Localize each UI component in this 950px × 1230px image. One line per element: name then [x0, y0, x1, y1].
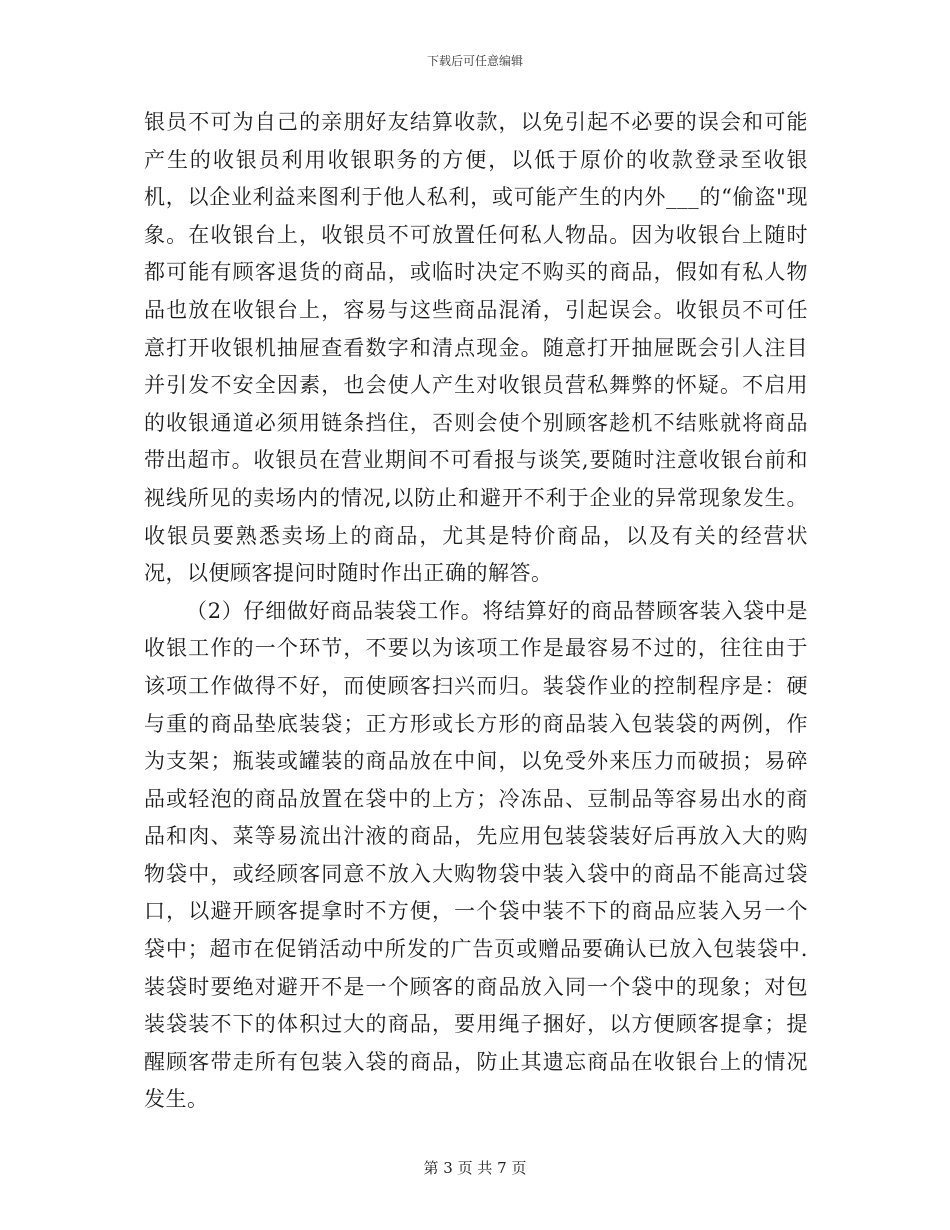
page-number: 第 3 页 共 7 页: [423, 1159, 527, 1177]
page-header: 下载后可任意编辑: [426, 54, 523, 68]
paragraph-bagging-procedure: （2）仔细做好商品装袋工作。将结算好的商品替顾客装入袋中是收银工作的一个环节，不要以为该项工作是最容易不过的，往往由于该项工作做得不好，而使顾客扫兴而归。装袋作业的控制程序是：硬与重的商品垫底装袋；正方形或长方形的商品装入包装袋的两例，作为支架；瓶装或罐装的商品放在中间，以免受外来压力而破损；易碎品或轻泡的商品放置在袋中的上方；冷冻品、豆制品等容易出水的商品和肉、菜等易流出汁液的商品，先应用包装袋装好后再放入大的购物袋中，或经顾客同意不放入大购物袋中装入袋中的商品不能高过袋口，以避开顾客提拿时不方便，一个袋中装不下的商品应装入另一个袋中；超市在促销活动中所发的广告页或赠品要确认已放入包装袋中.装袋时要绝对避开不是一个顾客的商品放入同一个袋中的现象；对包装袋装不下的体积过大的商品，要用绳子捆好，以方便顾客提拿；提醒顾客带走所有包装入袋的商品，防止其遗忘商品在收银台上的情况发生。: [144, 598, 808, 1112]
paragraph-cashier-conduct: 银员不可为自己的亲朋好友结算收款，以免引起不必要的误会和可能产生的收银员利用收银职务的方便，以低于原价的收款登录至收银机，以企业利益来图利于他人私利，或可能产生的内外___的“偷盗"现象。在收银台上，收银员不可放置任何私人物品。因为收银台上随时都可能有顾客退货的商品，或临时决定不购买的商品，假如有私人物品也放在收银台上，容易与这些商品混淆，引起误会。收银员不可任意打开收银机抽屉查看数字和清点现金。随意打开抽屉既会引人注目并引发不安全因素，也会使人产生对收银员营私舞弊的怀疑。不启用的收银通道必须用链条挡住，否则会使个别顾客趁机不结账就将商品带出超市。收银员在营业期间不可看报与谈笑,要随时注意收银台前和视线所见的卖场内的情况,以防止和避开不利于企业的异常现象发生。收银员要熟悉卖场上的商品，尤其是特价商品，以及有关的经营状况，以便顾客提问时随时作出正确的解答。: [144, 110, 808, 586]
document-body: [144, 104, 808, 1119]
